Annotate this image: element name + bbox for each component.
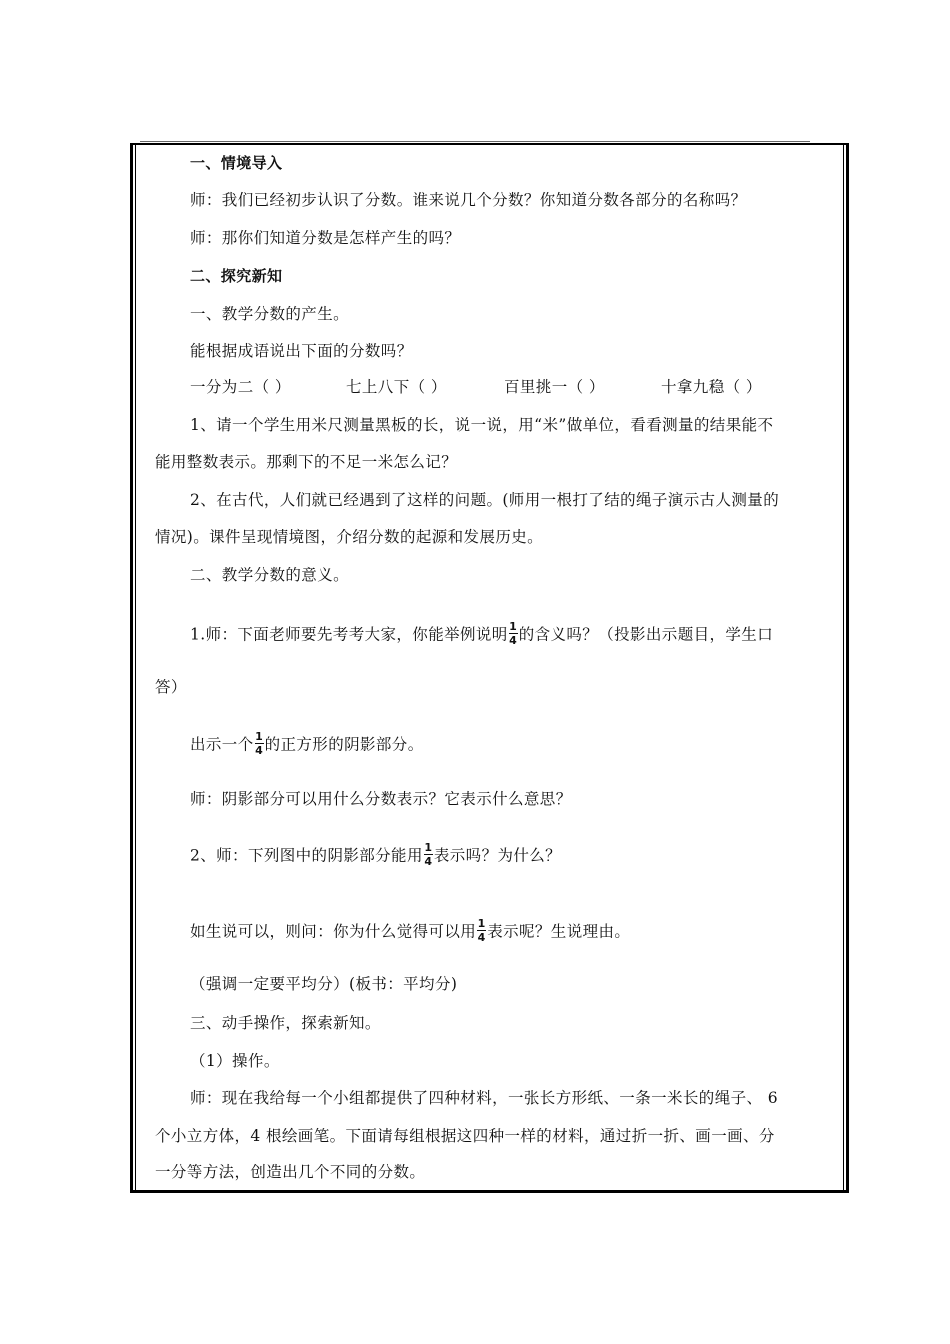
paragraph: （1）操作。	[190, 1052, 280, 1070]
paragraph: 师：阴影部分可以用什么分数表示？它表示什么意思？	[190, 790, 572, 808]
fraction-denominator: 4	[509, 634, 518, 647]
text-segment: 的含义吗？（投影出示题目，学生口	[518, 625, 774, 644]
paragraph: 能根据成语说出下面的分数吗？	[190, 342, 413, 360]
table-left-border	[130, 143, 133, 1193]
fraction-one-quarter	[424, 842, 433, 867]
paragraph-with-fraction	[190, 730, 424, 758]
text-segment: 2、师：下列图中的阴影部分能用	[190, 846, 423, 865]
paragraph: 师：那你们知道分数是怎样产生的吗？	[190, 229, 461, 247]
paragraph: 一分等方法，创造出几个不同的分数。	[155, 1163, 426, 1181]
paragraph: 二、教学分数的意义。	[190, 566, 350, 584]
header-rule	[140, 141, 810, 142]
fraction-denominator: 4	[424, 855, 433, 868]
paragraph-with-fraction	[190, 841, 562, 869]
text-segment: 表示吗？为什么？	[433, 846, 562, 865]
section-heading-explore: 二、探究新知	[190, 267, 283, 285]
paragraph: 情况)。课件呈现情境图，介绍分数的起源和发展历史。	[155, 528, 544, 546]
paragraph: 1、请一个学生用米尺测量黑板的长，说一说，用“米”做单位，看看测量的结果能不	[190, 416, 774, 434]
fraction-denominator: 4	[255, 744, 264, 757]
idiom-item: 百里挑一（ ）	[504, 378, 605, 396]
idiom-item: 十拿九稳（ ）	[661, 378, 762, 396]
fraction-numerator: 1	[477, 917, 486, 930]
idiom-item: 一分为二（ ）	[190, 378, 291, 396]
paragraph: 能用整数表示。那剩下的不足一米怎么记？	[155, 453, 458, 471]
paragraph: 个小立方体，4 根绘画笔。下面请每组根据这四种一样的材料，通过折一折、画一画、分	[155, 1127, 775, 1145]
paragraph: 答）	[155, 678, 187, 696]
table-top-border	[130, 143, 849, 145]
fraction-denominator: 4	[477, 931, 486, 944]
fraction-numerator: 1	[509, 620, 518, 633]
idiom-item: 七上八下（ ）	[346, 378, 447, 396]
text-segment: 出示一个	[190, 735, 254, 754]
paragraph: 2、在古代，人们就已经遇到了这样的问题。(师用一根打了结的绳子演示古人测量的	[190, 491, 780, 509]
text-segment: 如生说可以，则问：你为什么觉得可以用	[190, 922, 477, 941]
table-right-border	[846, 143, 849, 1193]
paragraph-with-fraction	[190, 620, 774, 648]
paragraph: 三、动手操作，探索新知。	[190, 1014, 381, 1032]
fraction-numerator: 1	[255, 730, 264, 743]
table-right-border-inner	[843, 143, 844, 1193]
paragraph: 师：现在我给每一个小组都提供了四种材料，一张长方形纸、一条一米长的绳子、 6	[190, 1089, 778, 1107]
fraction-one-quarter	[477, 918, 486, 943]
paragraph-with-fraction	[190, 917, 631, 945]
table-left-border-inner	[135, 143, 136, 1193]
section-heading-intro: 一、情境导入	[190, 154, 283, 172]
text-segment: 的正方形的阴影部分。	[264, 735, 424, 754]
paragraph: （强调一定要平均分）(板书：平均分)	[190, 975, 458, 993]
fraction-one-quarter	[255, 731, 264, 756]
fraction-one-quarter	[509, 621, 518, 646]
fraction-numerator: 1	[424, 841, 433, 854]
text-segment: 1.师：下面老师要先考考大家，你能举例说明	[190, 625, 508, 644]
table-bottom-border	[130, 1190, 849, 1193]
paragraph: 师：我们已经初步认识了分数。谁来说几个分数？你知道分数各部分的名称吗？	[190, 191, 747, 209]
text-segment: 表示呢？生说理由。	[487, 922, 631, 941]
paragraph: 一、教学分数的产生。	[190, 305, 350, 323]
